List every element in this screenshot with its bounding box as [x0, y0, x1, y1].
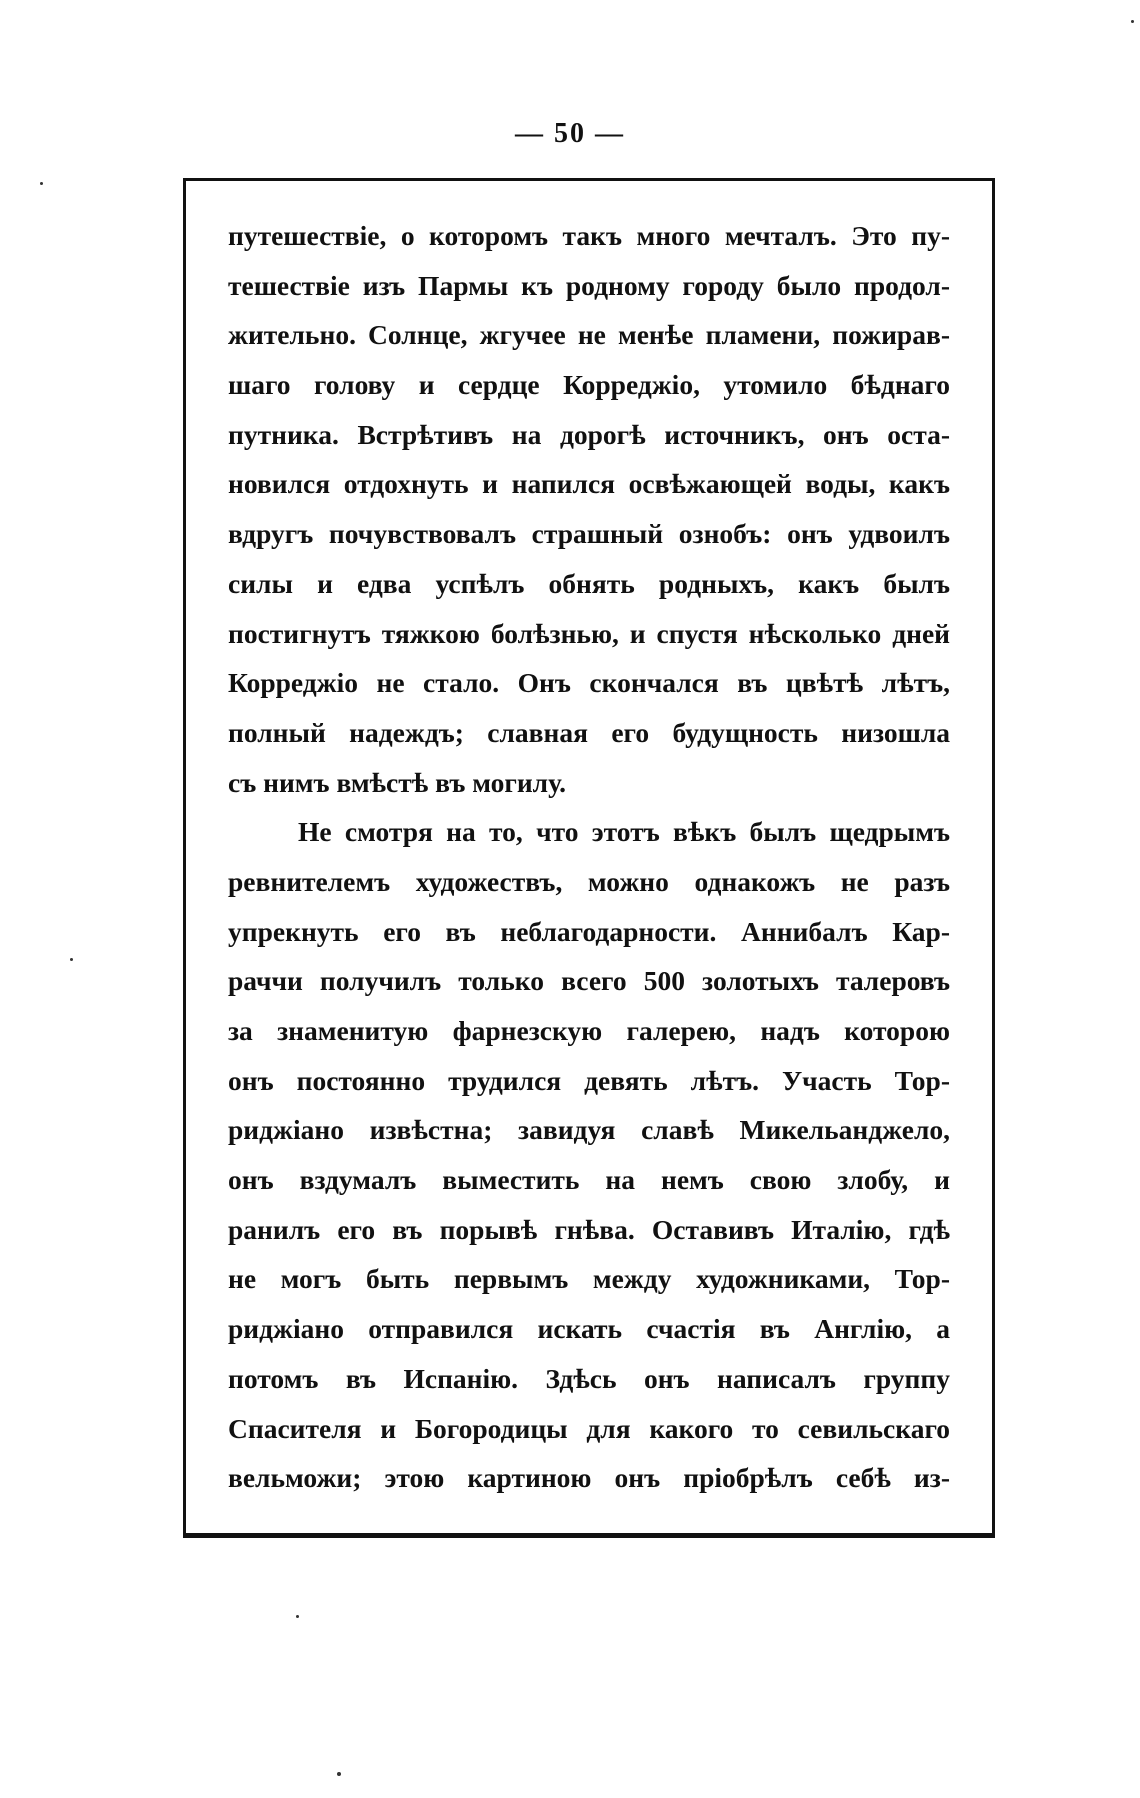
text-line: упрекнуть его въ неблагодарности. Аннибалъ Кар-	[228, 915, 950, 947]
text-line: съ нимъ вмѣстѣ въ могилу.	[228, 766, 566, 798]
text-line: силы и едва успѣлъ обнять родныхъ, какъ былъ	[228, 567, 950, 599]
text-line: шаго голову и сердце Корреджіо, утомило бѣднаго	[228, 369, 950, 401]
text-line: постигнутъ тяжкою болѣзнью, и спустя нѣсколько дней	[228, 617, 950, 649]
text-line: раччи получилъ только всего 500 золотыхъ талеровъ	[228, 965, 950, 997]
text-line: не могъ быть первымъ между художниками, Тор-	[228, 1263, 950, 1295]
text-line: потомъ въ Испанію. Здѣсь онъ написалъ группу	[228, 1362, 950, 1394]
text-line: тешествіе изъ Пармы къ родному городу было продол-	[228, 269, 950, 301]
text-line: полный надеждъ; славная его будущность низошла	[228, 716, 950, 748]
scan-speck	[337, 1772, 341, 1776]
text-line-indented: Не смотря на то, что этотъ вѣкъ былъ щедрымъ	[298, 816, 950, 848]
text-line: онъ вздумалъ выместить на немъ свою злобу, и	[228, 1164, 950, 1196]
text-body	[228, 211, 950, 1503]
text-frame	[183, 178, 995, 1538]
page-number: — 50 —	[515, 118, 625, 149]
text-line: риджіано отправился искать счастія въ Англію, а	[228, 1313, 950, 1345]
text-line: за знаменитую фарнезскую галерею, надъ которою	[228, 1015, 950, 1046]
text-line: онъ постоянно трудился девять лѣтъ. Участь Тор-	[228, 1064, 950, 1096]
text-line: новился отдохнуть и напился освѣжающей воды, какъ	[228, 468, 950, 500]
scan-speck	[296, 1615, 299, 1618]
text-line: Корреджіо не стало. Онъ скончался въ цвѣтѣ лѣтъ,	[228, 667, 950, 699]
text-line: риджіано извѣстна; завидуя славѣ Микельанджело,	[228, 1114, 950, 1146]
scan-speck	[1131, 20, 1134, 23]
text-line: путешествіе, о которомъ такъ много мечталъ. Это пу-	[228, 220, 950, 251]
text-line: путника. Встрѣтивъ на дорогѣ источникъ, онъ оста-	[228, 418, 950, 450]
scan-speck	[40, 182, 43, 185]
text-line: вельможи; этою картиною онъ пріобрѣлъ себѣ из-	[228, 1462, 950, 1494]
text-line: ранилъ его въ порывѣ гнѣва. Оставивъ Италію, гдѣ	[228, 1213, 950, 1245]
text-line: ревнителемъ художествъ, можно однакожъ не разъ	[228, 865, 950, 897]
scan-speck	[70, 958, 73, 961]
text-line: Спасителя и Богородицы для какого то севильскаго	[228, 1412, 950, 1444]
text-line: жительно. Солнце, жгучее не менѣе пламени, пожирав-	[228, 319, 950, 351]
text-line: вдругъ почувствовалъ страшный ознобъ: онъ удвоилъ	[228, 518, 950, 550]
